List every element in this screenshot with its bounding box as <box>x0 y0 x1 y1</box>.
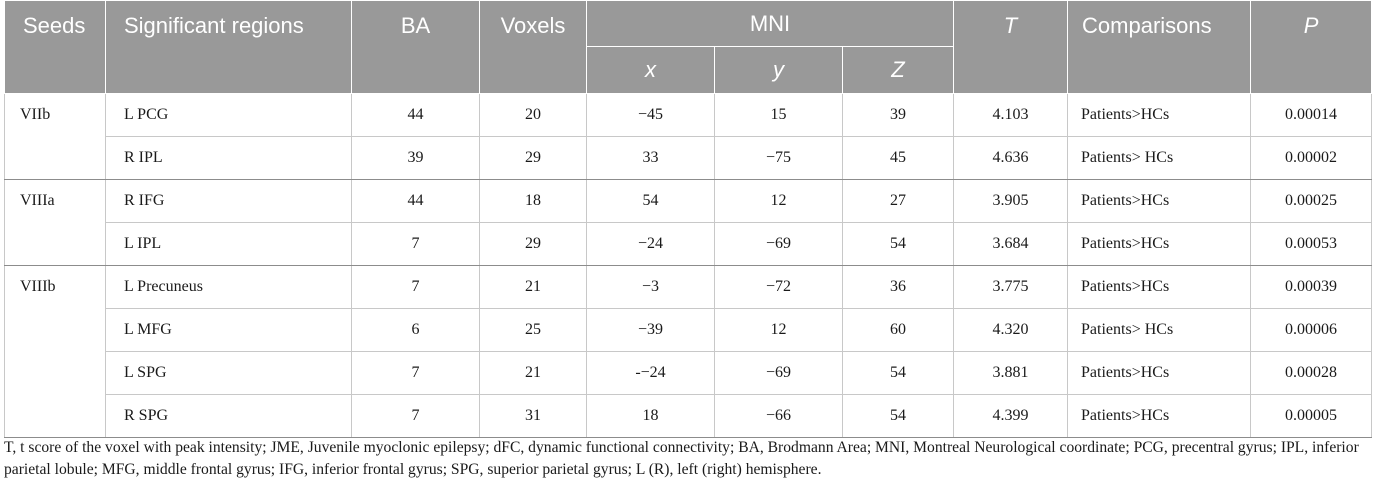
cell-voxels: 18 <box>480 180 587 223</box>
cell-seed: VIIIa <box>5 180 106 266</box>
results-table <box>4 0 1372 438</box>
table-row <box>5 266 1372 309</box>
cell-mni-y: −72 <box>715 266 843 309</box>
cell-voxels: 21 <box>480 266 587 309</box>
cell-ba: 44 <box>352 180 480 223</box>
cell-t: 3.905 <box>954 180 1068 223</box>
cell-region: L SPG <box>106 352 352 395</box>
cell-mni-y: −69 <box>715 352 843 395</box>
cell-mni-y: −69 <box>715 223 843 266</box>
cell-mni-z: 45 <box>843 137 954 180</box>
cell-ba: 6 <box>352 309 480 352</box>
cell-p: 0.00028 <box>1251 352 1372 395</box>
cell-comparison: Patients> HCs <box>1068 137 1251 180</box>
cell-mni-x: 54 <box>587 180 715 223</box>
cell-t: 3.775 <box>954 266 1068 309</box>
header-t: T <box>954 1 1068 94</box>
cell-voxels: 21 <box>480 352 587 395</box>
header-row-primary <box>5 1 1372 47</box>
cell-comparison: Patients>HCs <box>1068 352 1251 395</box>
table-row <box>5 94 1372 137</box>
cell-p: 0.00025 <box>1251 180 1372 223</box>
cell-region: L MFG <box>106 309 352 352</box>
table-row <box>5 352 1372 395</box>
table-body <box>5 94 1372 438</box>
cell-region: R IPL <box>106 137 352 180</box>
header-p: P <box>1251 1 1372 94</box>
cell-mni-z: 54 <box>843 223 954 266</box>
header-voxels: Voxels <box>480 1 587 94</box>
cell-voxels: 25 <box>480 309 587 352</box>
cell-p: 0.00002 <box>1251 137 1372 180</box>
cell-comparison: Patients>HCs <box>1068 266 1251 309</box>
table-row <box>5 137 1372 180</box>
cell-p: 0.00039 <box>1251 266 1372 309</box>
cell-ba: 7 <box>352 223 480 266</box>
cell-voxels: 31 <box>480 395 587 438</box>
cell-mni-y: −66 <box>715 395 843 438</box>
cell-ba: 39 <box>352 137 480 180</box>
cell-mni-y: 12 <box>715 309 843 352</box>
cell-region: L PCG <box>106 94 352 137</box>
cell-t: 4.636 <box>954 137 1068 180</box>
cell-p: 0.00014 <box>1251 94 1372 137</box>
cell-seed: VIIb <box>5 94 106 180</box>
cell-voxels: 29 <box>480 223 587 266</box>
cell-comparison: Patients>HCs <box>1068 94 1251 137</box>
header-seeds: Seeds <box>5 1 106 94</box>
cell-p: 0.00005 <box>1251 395 1372 438</box>
cell-region: R IFG <box>106 180 352 223</box>
table-row <box>5 223 1372 266</box>
cell-p: 0.00053 <box>1251 223 1372 266</box>
cell-mni-z: 39 <box>843 94 954 137</box>
table-footnote: T, t score of the voxel with peak intensity; JME, Juvenile myoclonic epilepsy; dFC, dynamic functional connectivity; BA, Brodmann Area; MNI, Montreal Neurological coordinate; PCG, precentral gyrus; IPL, inferior parietal lobule; MFG, middle frontal gyrus; IFG, inferior frontal gyrus; SPG, superior parietal gyrus; L (R), left (right) hemisphere. <box>4 439 1359 478</box>
header-mni: MNI <box>587 1 954 47</box>
cell-mni-x: −24 <box>587 223 715 266</box>
cell-p: 0.00006 <box>1251 309 1372 352</box>
cell-comparison: Patients>HCs <box>1068 395 1251 438</box>
cell-seed: VIIIb <box>5 266 106 438</box>
cell-region: L IPL <box>106 223 352 266</box>
cell-mni-x: −45 <box>587 94 715 137</box>
cell-t: 4.320 <box>954 309 1068 352</box>
cell-mni-z: 54 <box>843 352 954 395</box>
cell-t: 4.103 <box>954 94 1068 137</box>
cell-comparison: Patients>HCs <box>1068 180 1251 223</box>
header-mni-x: x <box>587 47 715 94</box>
cell-mni-y: −75 <box>715 137 843 180</box>
header-mni-y: y <box>715 47 843 94</box>
cell-region: L Precuneus <box>106 266 352 309</box>
cell-mni-x: -−24 <box>587 352 715 395</box>
cell-mni-x: 18 <box>587 395 715 438</box>
header-ba: BA <box>352 1 480 94</box>
cell-mni-z: 36 <box>843 266 954 309</box>
cell-ba: 7 <box>352 395 480 438</box>
table-row <box>5 309 1372 352</box>
cell-t: 4.399 <box>954 395 1068 438</box>
table-header <box>5 1 1372 94</box>
cell-ba: 7 <box>352 266 480 309</box>
cell-mni-z: 54 <box>843 395 954 438</box>
table-row <box>5 180 1372 223</box>
header-mni-z: Z <box>843 47 954 94</box>
cell-t: 3.684 <box>954 223 1068 266</box>
cell-mni-y: 12 <box>715 180 843 223</box>
cell-voxels: 20 <box>480 94 587 137</box>
cell-ba: 44 <box>352 94 480 137</box>
cell-t: 3.881 <box>954 352 1068 395</box>
cell-mni-x: 33 <box>587 137 715 180</box>
cell-comparison: Patients>HCs <box>1068 223 1251 266</box>
cell-mni-y: 15 <box>715 94 843 137</box>
cell-mni-z: 27 <box>843 180 954 223</box>
cell-comparison: Patients> HCs <box>1068 309 1251 352</box>
cell-mni-x: −39 <box>587 309 715 352</box>
header-significant-regions: Significant regions <box>106 1 352 94</box>
cell-voxels: 29 <box>480 137 587 180</box>
cell-mni-z: 60 <box>843 309 954 352</box>
cell-mni-x: −3 <box>587 266 715 309</box>
results-table-container <box>4 0 1371 438</box>
header-comparisons: Comparisons <box>1068 1 1251 94</box>
table-row <box>5 395 1372 438</box>
cell-ba: 7 <box>352 352 480 395</box>
cell-region: R SPG <box>106 395 352 438</box>
